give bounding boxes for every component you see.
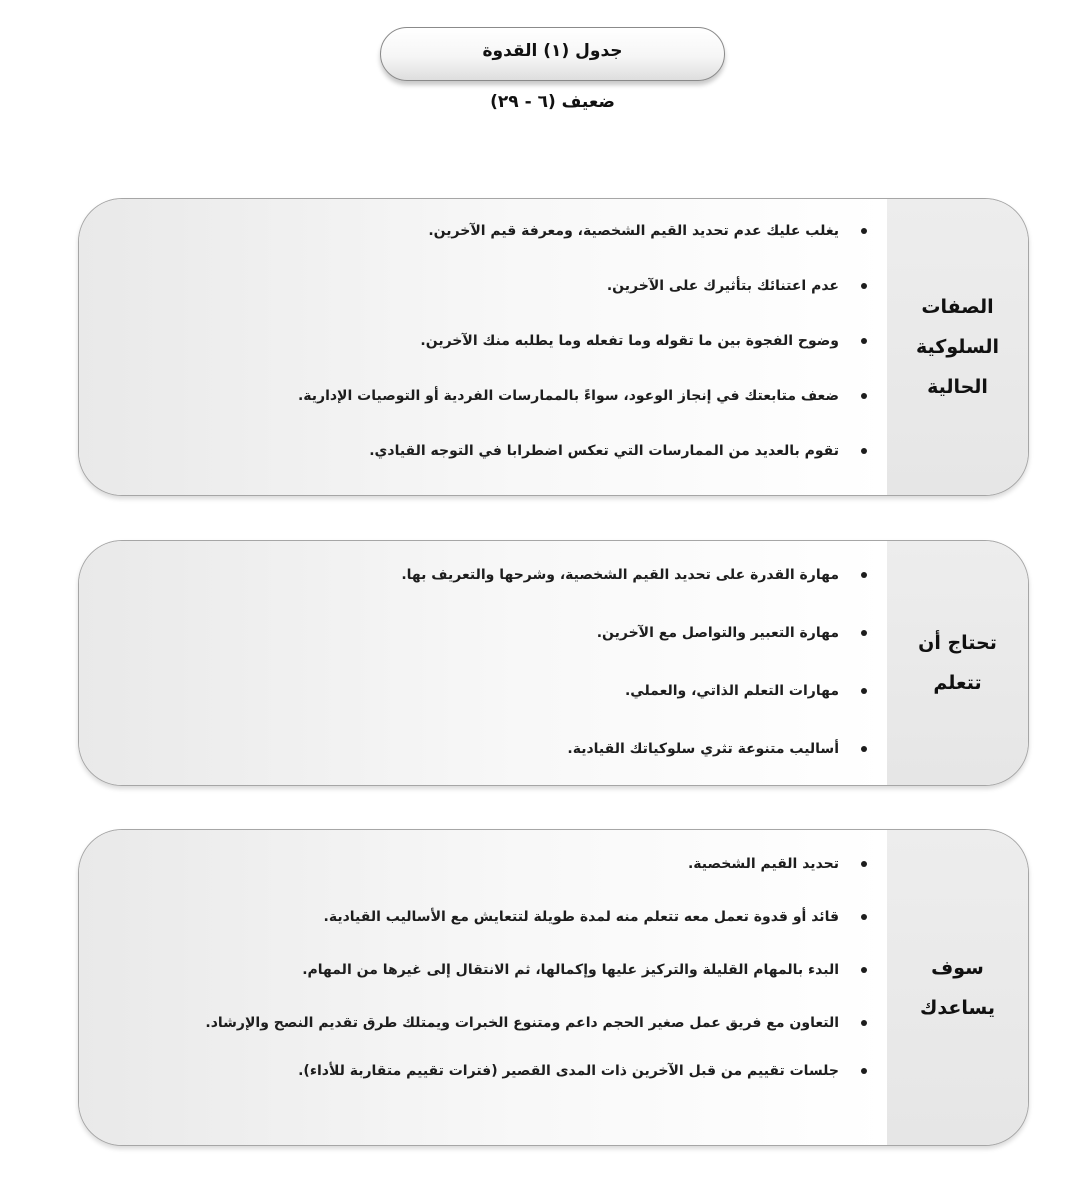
list-item-text: أساليب متنوعة تثري سلوكياتك القيادية.	[567, 741, 839, 757]
list-item-text: عدم اعتنائك بتأثيرك على الآخرين.	[606, 278, 839, 294]
bullet-icon	[861, 572, 867, 578]
list-item	[109, 563, 869, 587]
bullet-icon	[861, 746, 867, 752]
list-item	[109, 621, 869, 645]
list-item-text: البدء بالمهام القليلة والتركيز عليها وإكمالها، ثم الانتقال إلى غيرها من المهام.	[302, 962, 839, 978]
section-body	[79, 541, 887, 785]
list-item-text: مهارات التعلم الذاتي، والعملي.	[624, 683, 839, 699]
list-item	[109, 219, 869, 243]
bullet-icon	[861, 861, 867, 867]
bullet-icon	[861, 967, 867, 973]
section-heading: تحتاج أن تتعلم	[918, 632, 997, 694]
section-heading: الصفات السلوكية الحالية	[916, 296, 999, 398]
bullet-icon	[861, 1068, 867, 1074]
section-current-behaviors	[78, 198, 1029, 496]
section-heading: سوف يساعدك	[920, 956, 995, 1019]
list-item	[109, 1011, 869, 1035]
list-item-text: التعاون مع فريق عمل صغير الحجم داعم ومتنوع الخبرات ويمتلك طرق تقديم النصح والإرشاد.	[205, 1015, 839, 1031]
list-item	[109, 905, 869, 929]
list-item	[109, 737, 869, 761]
list-item-text: قائد أو قدوة تعمل معه تتعلم منه لمدة طويلة لتتعايش مع الأساليب القيادية.	[323, 909, 839, 925]
section-heading-cell	[887, 830, 1028, 1145]
bullet-icon	[861, 393, 867, 399]
section-need-to-learn	[78, 540, 1029, 786]
bullet-list	[109, 563, 869, 761]
table-title-banner	[380, 27, 725, 81]
score-range-label: ضعيف (٦ - ٢٩)	[490, 92, 615, 112]
section-body	[79, 830, 887, 1145]
bullet-icon	[861, 1020, 867, 1026]
list-item	[109, 852, 869, 876]
list-item	[109, 384, 869, 408]
bullet-icon	[861, 283, 867, 289]
list-item	[109, 958, 869, 982]
section-body	[79, 199, 887, 495]
list-item-text: مهارة التعبير والتواصل مع الآخرين.	[596, 625, 839, 641]
list-item	[109, 329, 869, 353]
list-item	[109, 439, 869, 463]
list-item-text: تقوم بالعديد من الممارسات التي تعكس اضطرابا في التوجه القيادي.	[369, 443, 839, 459]
bullet-icon	[861, 228, 867, 234]
bullet-icon	[861, 448, 867, 454]
section-heading-cell	[887, 541, 1028, 785]
bullet-list	[109, 219, 869, 463]
list-item-text: يغلب عليك عدم تحديد القيم الشخصية، ومعرفة قيم الآخرين.	[428, 223, 839, 239]
section-will-help-you	[78, 829, 1029, 1146]
list-item-text: وضوح الفجوة بين ما تقوله وما تفعله وما يطلبه منك الآخرين.	[420, 333, 839, 349]
bullet-icon	[861, 630, 867, 636]
table-title: جدول (١) القدوة	[482, 41, 623, 61]
list-item	[109, 1059, 869, 1083]
bullet-list	[109, 852, 869, 1083]
bullet-icon	[861, 914, 867, 920]
list-item-text: مهارة القدرة على تحديد القيم الشخصية، وشرحها والتعريف بها.	[401, 567, 839, 583]
list-item	[109, 679, 869, 703]
section-heading-cell	[887, 199, 1028, 495]
list-item	[109, 274, 869, 298]
list-item-text: تحديد القيم الشخصية.	[687, 856, 839, 872]
list-item-text: جلسات تقييم من قبل الآخرين ذات المدى القصير (فترات تقييم متقاربة للأداء).	[298, 1063, 839, 1079]
list-item-text: ضعف متابعتك في إنجاز الوعود، سواءً بالممارسات الفردية أو التوصيات الإدارية.	[297, 388, 839, 404]
bullet-icon	[861, 688, 867, 694]
bullet-icon	[861, 338, 867, 344]
